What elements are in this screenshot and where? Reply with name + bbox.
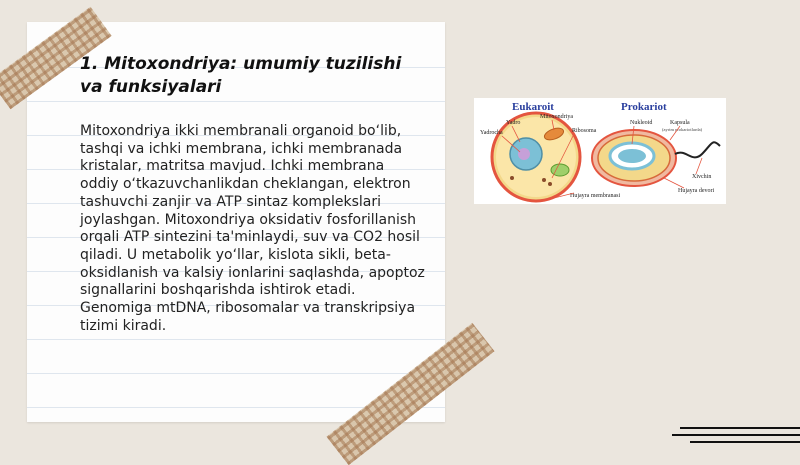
cell-diagram (474, 98, 726, 204)
label-kapsula: Kapsula (670, 120, 690, 126)
label-yadro: Yadro (506, 120, 521, 126)
decor-line-top (680, 427, 800, 429)
prokaryote-flagellum (675, 142, 720, 157)
ribosome-dot (542, 178, 546, 182)
eukaryote-cell (492, 113, 580, 201)
heading-prokariot: Prokariot (621, 101, 667, 113)
label-hujayra-devori: Hujayra devori (678, 188, 715, 194)
label-nukleoid: Nukleoid (630, 120, 653, 126)
leader-line (696, 158, 702, 174)
decor-line-bottom (690, 441, 800, 443)
label-mitoxondriya: Mitoxondriya (540, 114, 573, 120)
label-hujayra-membranasi: Hujayra membranasi (570, 193, 621, 199)
ribosome-dot (548, 182, 552, 186)
decor-line-middle (672, 434, 800, 436)
heading-eukaroit: Eukaroit (512, 101, 554, 113)
label-ribosoma: Ribosoma (572, 128, 597, 134)
label-yadrocha: Yadrocha (480, 130, 503, 136)
slide-title: 1. Mitoxondriya: umumiy tuzilishi va funksiyalari (80, 54, 402, 97)
cell-diagram-svg (474, 98, 726, 204)
leader-line (664, 178, 684, 188)
slide-body-text: Mitoxondriya ikki membranali organoid bo‘lib, tashqi va ichki membrana, ichki membranada kristalar, matritsa mavjud. Ichki membrana oddiy o‘tkazuvchanlikdan cheklangan, elektron tashuvchi zanjir va ATP sintaz komplekslari joylashgan. Mitoxondriya oksidativ fosforillanish orqali ATP sintezini ta'minlaydi, suv va CO2 hosil qiladi. U metabolik yo‘llar, kislota sikli, beta-oksidlanish va kalsiy ionlarini saqlashda, apoptoz signallarini boshqarishda ishtirok etadi. Genomiga mtDNA, ribosomalar va transkripsiya tizimi kiradi. (80, 123, 425, 334)
eukaryote-nucleolus (518, 148, 530, 160)
prokaryote-dna (618, 149, 646, 163)
label-kapsula-sub: (ayrim prokariotlarda) (662, 127, 703, 132)
ribosome-dot (510, 176, 514, 180)
label-xivchin: Xivchin (692, 174, 712, 180)
